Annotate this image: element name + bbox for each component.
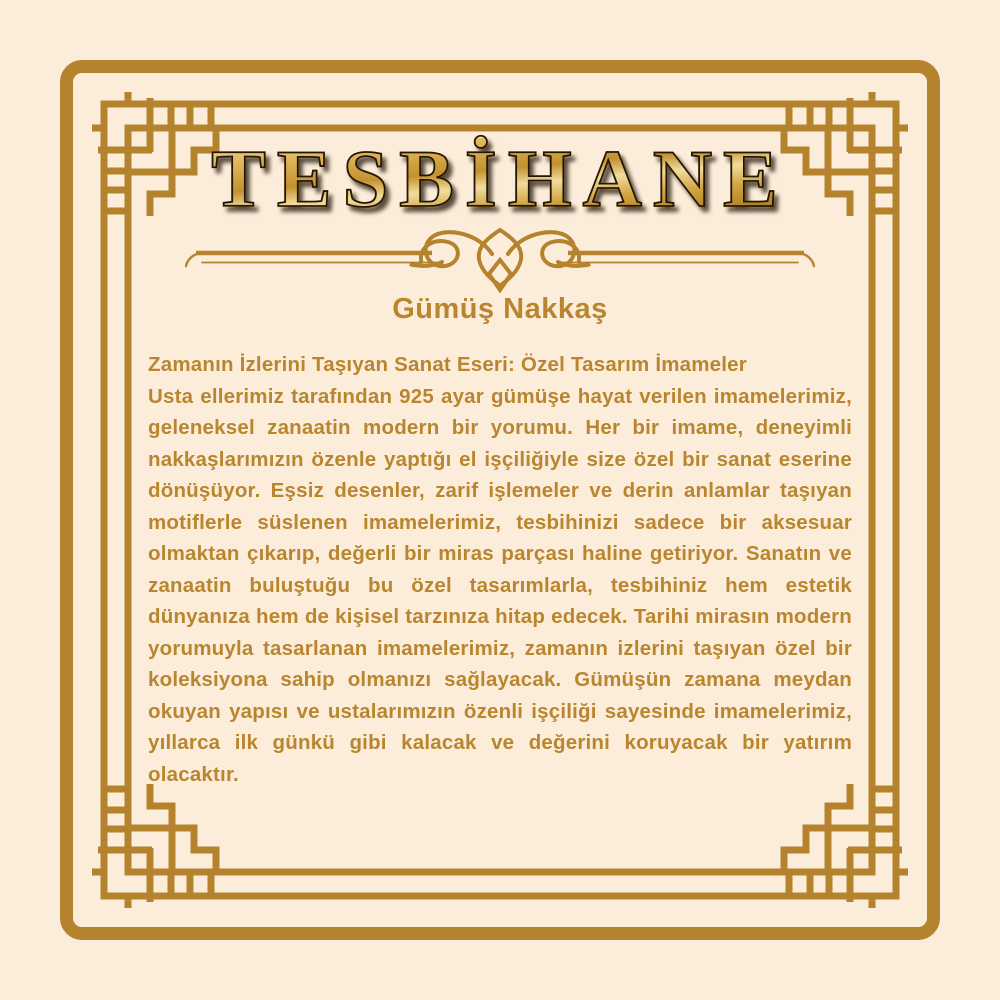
brand-title: TESBİHANE — [0, 138, 1000, 220]
corner-ornament-bottom-right — [784, 784, 908, 908]
description — [148, 349, 852, 790]
description-heading: Zamanın İzlerini Taşıyan Sanat Eseri: Özel Tasarım İmameler — [148, 353, 747, 376]
corner-ornament-bottom-left — [92, 784, 216, 908]
subtitle: Gümüş Nakkaş — [392, 293, 608, 325]
divider-flourish-icon — [180, 224, 820, 304]
description-body: Usta ellerimiz tarafından 925 ayar gümüşe hayat verilen imamelerimiz, geleneksel zanaatin modern bir yorumu. Her bir imame, deneyimli nakkaşlarımızın özenle yaptığı el işçiliğiyle size özel bir sanat eserine dönüşüyor. Eşsiz desenler, zarif işlemeler ve derin anlamlar taşıyan motiflerle süslenen imamelerimiz, tesbihinizi sadece bir aksesuar olmaktan çıkarıp, değerli bir miras parçası haline getiriyor. Sanatın ve zanaatin buluştuğu bu özel tasarımlarla, tesbihiniz hem estetik dünyanıza hem de kişisel tarzınıza hitap edecek. Tarihi mirasın modern yorumuyla tasarlanan imamelerimiz, zamanın izlerini taşıyan özel bir koleksiyona sahip olmanızı sağlayacak. Gümüşün zamana meydan okuyan yapısı ve ustalarımızın özenli işçiliği sayesinde imamelerimiz, yıllarca ilk günkü gibi kalacak ve değerini koruyacak bir yatırım olacaktır. — [148, 384, 852, 786]
